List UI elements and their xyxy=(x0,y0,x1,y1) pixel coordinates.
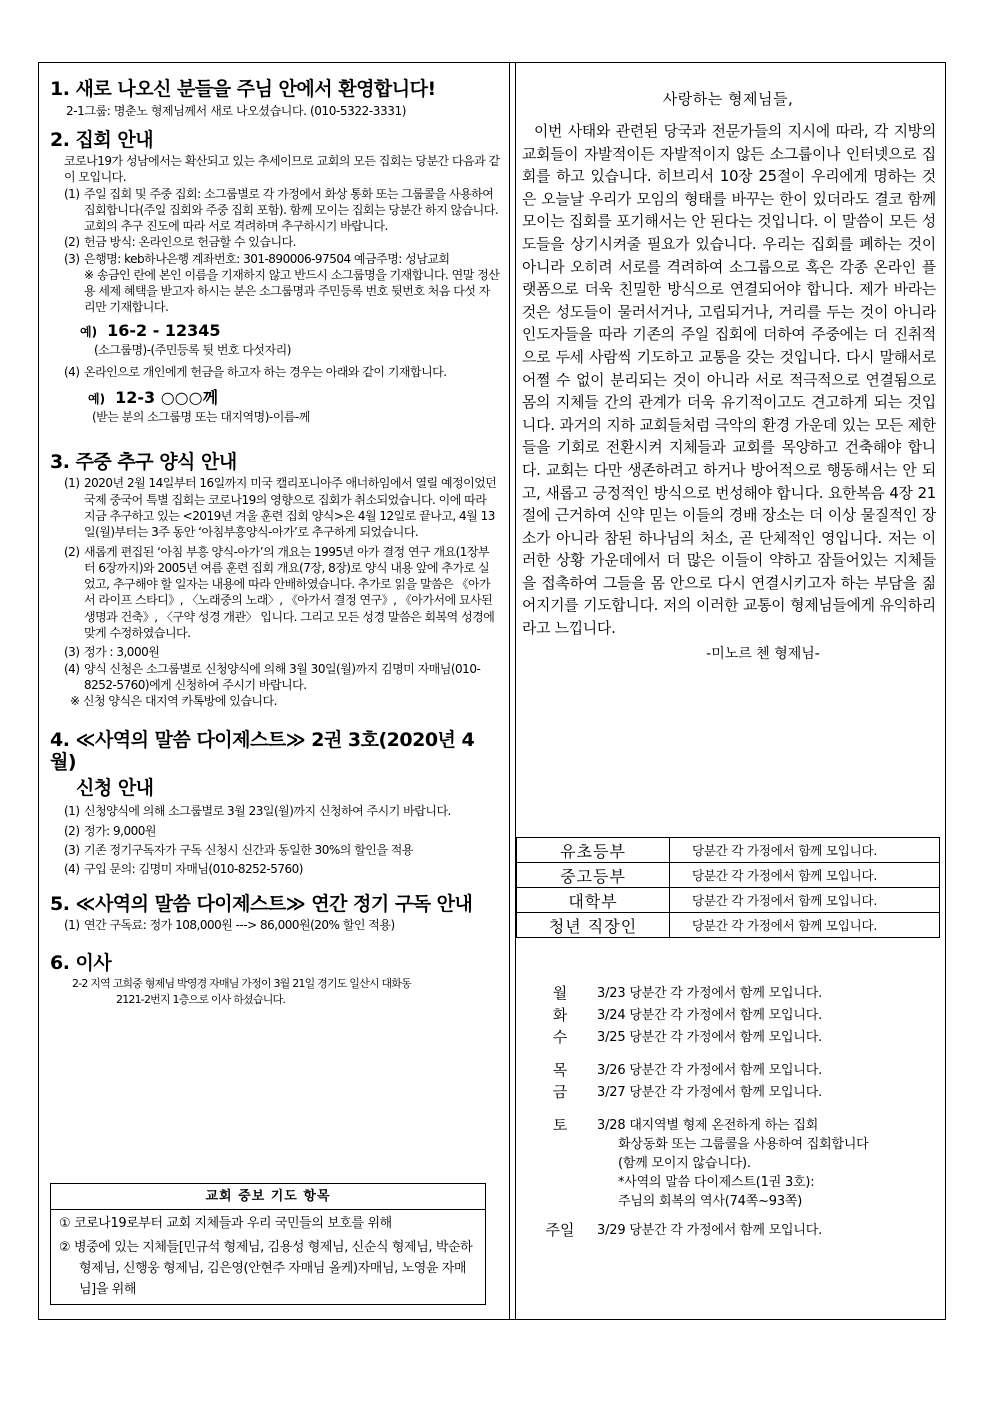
bank-note: ※ 송금인 란에 본인 이름을 기재하지 않고 반드시 소그룹명을 기재합니다. 연말 정산용 세제 혜택을 받고자 하시는 분은 소그룹명과 주민등록 번호 뒷번호 처음 다섯 자리만 기재합니다. xyxy=(84,268,500,315)
list-item: (2) 새롭게 편집된 ‘아침 부흥 양식-아가’의 개요는 1995년 아가 결정 연구 개요(1장부터 6장까지)와 2005년 여름 훈련 집회 개요(7장, 8장)로 양식 내용 앞에 추가로 실었고, 추구해야 할 일자는 내용에 따라 안배하였습니다. 추가로 읽을 말씀은 《아가서 라이프 스타디》, 〈노래중의 노래〉, 《아가서 결정 연구》, 《아가서에 묘사된 생명과 건축》, 〈구약 성경 개관〉 입니다. 그리고 모든 성경 말씀은 회복역 성경에 맞게 수정하였습니다. xyxy=(64,544,495,641)
example-2: 예) 12-3 ○○○께 xyxy=(88,388,219,408)
section-weekly-study xyxy=(50,451,500,709)
schedule-day: 주일 xyxy=(545,1221,575,1239)
list-item: (4) 온라인으로 개인에게 헌금을 하고자 하는 경우는 아래와 같이 기재합니다. xyxy=(64,365,447,380)
schedule-day: 금 xyxy=(552,1083,568,1101)
group-name: 유초등부 xyxy=(517,838,670,863)
schedule-day: 화 xyxy=(552,1006,568,1024)
letter-signature: -미노르 첸 형제님- xyxy=(706,645,820,662)
schedule-row xyxy=(540,1006,940,1025)
section-digest-subscription xyxy=(50,893,500,933)
prayer-item: ② 병중에 있는 지체들[민규석 형제님, 김용성 형제님, 신순식 형제님, 박순하 형제님, 신행웅 형제님, 김은영(안현주 자매님 올케)자매님, 노영윤 자매님]을 위해 xyxy=(59,1240,473,1297)
group-name: 대학부 xyxy=(517,888,670,913)
section-title: 4. ≪사역의 말씀 다이제스트≫ 2권 3호(2020년 4월) xyxy=(50,729,475,774)
section-title: 2. 집회 안내 xyxy=(50,129,154,151)
schedule-text: 3/29 당분간 각 가정에서 함께 모입니다. xyxy=(597,1223,822,1238)
group-table xyxy=(516,837,940,938)
group-desc: 당분간 각 가정에서 함께 모입니다. xyxy=(670,913,940,938)
schedule-row xyxy=(540,984,940,1003)
study-note: ※ 신청 양식은 대지역 카톡방에 있습니다. xyxy=(70,694,277,709)
schedule-day: 수 xyxy=(552,1028,568,1046)
list-item: (4) 구입 문의: 김명미 자매님(010-8252-5760) xyxy=(64,862,303,877)
table-row xyxy=(517,863,940,888)
saturday-detail: 주님의 회복의 역사(74쪽~93쪽) xyxy=(618,1194,803,1209)
saturday-detail: 화상동화 또는 그룹콜을 사용하여 집회합니다(함께 모이지 않습니다). xyxy=(618,1137,869,1171)
list-item: (3) 기존 정기구독자가 구독 신청시 신간과 동일한 30%의 할인을 적용 xyxy=(64,842,413,857)
schedule-text: 3/24 당분간 각 가정에서 함께 모입니다. xyxy=(597,1008,822,1023)
section-moving xyxy=(50,952,500,1008)
section-title: 1. 새로 나오신 분들을 주님 안에서 환영합니다! xyxy=(50,78,436,100)
table-row xyxy=(517,913,940,938)
section-title: 5. ≪사역의 말씀 다이제스트≫ 연간 정기 구독 안내 xyxy=(50,893,473,916)
schedule-row xyxy=(540,1028,940,1047)
group-name: 청년 직장인 xyxy=(517,913,670,938)
list-item: (3) 은행명: keb하나은행 계좌번호: 301-890006-97504 예금주명: 성남교회 xyxy=(64,251,450,266)
group-desc: 당분간 각 가정에서 함께 모입니다. xyxy=(670,838,940,863)
example-1: 예) 16-2 - 12345 xyxy=(80,321,221,341)
group-name: 중고등부 xyxy=(517,863,670,888)
prayer-title: 교회 중보 기도 항목 xyxy=(51,1184,485,1210)
prayer-item: ① 코로나19로부터 교회 지체들과 우리 국민들의 보호를 위해 xyxy=(59,1216,392,1231)
left-column xyxy=(50,72,500,1008)
section-title-line2: 신청 안내 xyxy=(76,777,154,800)
list-item: (1) 주일 집회 및 주중 집회: 소그룹별로 각 가정에서 화상 통화 또는 그룹콜을 사용하여 집회합니다(주일 집회와 주중 집회 포함). 함께 모이는 집회는 당분간 하지 않습니다. 교회의 추구 진도에 따라 서로 격려하며 추구하시기 바랍니다. xyxy=(64,186,499,234)
list-item: (2) 헌금 방식: 온라인으로 헌금할 수 있습니다. xyxy=(64,235,296,250)
welcome-line: 2-1그룹: 명춘노 형제님께서 새로 나오셨습니다. (010-5322-3331) xyxy=(66,104,406,118)
section-digest-order xyxy=(50,729,500,877)
group-desc: 당분간 각 가정에서 함께 모입니다. xyxy=(670,863,940,888)
list-item: (1) 신청양식에 의해 소그룹별로 3월 23일(월)까지 신청하여 주시기 바랍니다. xyxy=(64,804,451,819)
section-welcome xyxy=(50,78,500,119)
weekly-schedule xyxy=(540,980,940,1240)
table-row xyxy=(517,888,940,913)
list-item: (1) 2020년 2월 14일부터 16일까지 미국 캘리포니아주 애너하임에서 열릴 예정이었던 국제 중국어 특별 집회는 코로나19의 영향으로 집회가 취소되었습니다. 이에 따라 지금 추구하고 있는 <2019년 겨울 훈련 집회 양식>은 4월 12일로 끝나고, 4월 13일(월)부터는 3주 동안 ‘아침부흥양식-아가’로 추구하게 되었습니다. xyxy=(64,476,497,540)
section-meetings xyxy=(50,129,500,425)
schedule-text: 3/26 당분간 각 가정에서 함께 모입니다. xyxy=(597,1063,822,1078)
meetings-intro: 코로나19가 성남에서는 확산되고 있는 추세이므로 교회의 모든 집회는 당분간 다음과 같이 모입니다. xyxy=(64,154,500,185)
moving-line: 2-2 지역 고희중 형제님 박영경 자매님 가정이 3월 21일 경기도 일산시 대화동 xyxy=(72,976,411,990)
schedule-day: 목 xyxy=(552,1061,568,1079)
list-item: (3) 정가 : 3,000원 xyxy=(64,645,160,660)
table-row xyxy=(517,838,940,863)
schedule-row xyxy=(540,1083,940,1102)
schedule-row xyxy=(540,1116,940,1135)
list-item: (4) 양식 신청은 소그룹별로 신청양식에 의해 3월 30일(월)까지 김명미 자매님(010-8252-5760)에게 신청하여 주시기 바랍니다. xyxy=(64,661,481,692)
letter-greeting: 사랑하는 형제님들, xyxy=(662,90,794,108)
list-item: (1) 연간 구독료: 정가 108,000원 ---> 86,000원(20% 할인 적용) xyxy=(64,918,395,933)
column-divider xyxy=(509,62,510,1320)
list-item: (2) 정가: 9,000원 xyxy=(64,823,156,838)
schedule-day: 토 xyxy=(552,1116,568,1134)
moving-line: 2121-2번지 1층으로 이사 하셨습니다. xyxy=(116,992,286,1006)
schedule-day: 월 xyxy=(552,984,568,1002)
schedule-row xyxy=(540,1061,940,1080)
prayer-box xyxy=(50,1183,486,1305)
saturday-detail: *사역의 말씀 다이제스트(1권 3호): xyxy=(618,1175,815,1190)
example-1-caption: (소그룹명)-(주민등록 뒷 번호 다섯자리) xyxy=(94,343,291,358)
example-2-caption: (받는 분의 소그룹명 또는 대지역명)-이름-께 xyxy=(92,410,310,425)
letter-body: 이번 사태와 관련된 당국과 전문가들의 지시에 따라, 각 지방의 교회들이 자발적이든 자발적이지 않든 소그룹이나 인터넷으로 집회를 하고 있습니다. 히브리서 10장 25절이 우리에게 명하는 것은 오늘날 우리가 모임의 형태를 바꾸는 한이 있더라도 결코 함께 모이는 집회를 포기해서는 안 된다는 것입니다. 이 말씀이 모든 성도들을 상기시켜줄 필요가 있습니다. 우리는 집회를 폐하는 것이 아니라 오히려 서로를 격려하여 소그룹으로 혹은 각종 온라인 플랫폼으로 더욱 친밀한 방식으로 연결되어야 합니다. 제가 바라는 것은 성도들이 물러서거나, 고립되거나, 거리를 두는 것이 아니라 인도자들을 따라 기존의 주일 집회에 더하여 주중에는 더 진취적으로 두세 사람씩 기도하고 교통을 갖는 것입니다. 다시 말해서로 어쩔 수 없이 분리되는 것이 아니라 서로 적극적으로 연결됨으로 몸의 지체들 간의 관계가 더욱 유기적이고도 견고하게 되는 것입니다. 과거의 지하 교회들처럼 극악의 환경 가운데 있는 모든 제한들을 기회로 전환시켜 지체들과 교회를 목양하고 건축해야 합니다. 교회는 다만 생존하려고 하거나 방어적으로 행동해서는 안 되고, 새롭고 긍정적인 방식으로 번성해야 합니다. 요한복음 4장 21절에 근거하여 신약 믿는 이들의 경배 장소는 더 이상 물질적인 장소가 아니라 참된 하나님의 처소, 곧 단체적인 영입니다. 저는 이러한 상황 가운데에서 더 많은 이들이 약하고 잠들어있는 지체들을 접촉하여 그들을 몸 안으로 다시 연결시키고자 하는 부담을 짊어지기를 기도합니다. 저의 이러한 교통이 형제님들에게 유익하리라고 느낍니다. xyxy=(522,123,936,638)
right-column xyxy=(516,72,940,663)
schedule-text: 3/28 대지역별 형제 온전하게 하는 집회 xyxy=(597,1118,819,1133)
schedule-text: 3/25 당분간 각 가정에서 함께 모입니다. xyxy=(597,1030,822,1045)
section-title: 3. 주중 추구 양식 안내 xyxy=(50,451,237,474)
schedule-text: 3/23 당분간 각 가정에서 함께 모입니다. xyxy=(597,986,822,1001)
schedule-row xyxy=(540,1221,940,1240)
section-title: 6. 이사 xyxy=(50,951,112,974)
group-desc: 당분간 각 가정에서 함께 모입니다. xyxy=(670,888,940,913)
schedule-text: 3/27 당분간 각 가정에서 함께 모입니다. xyxy=(597,1085,822,1100)
